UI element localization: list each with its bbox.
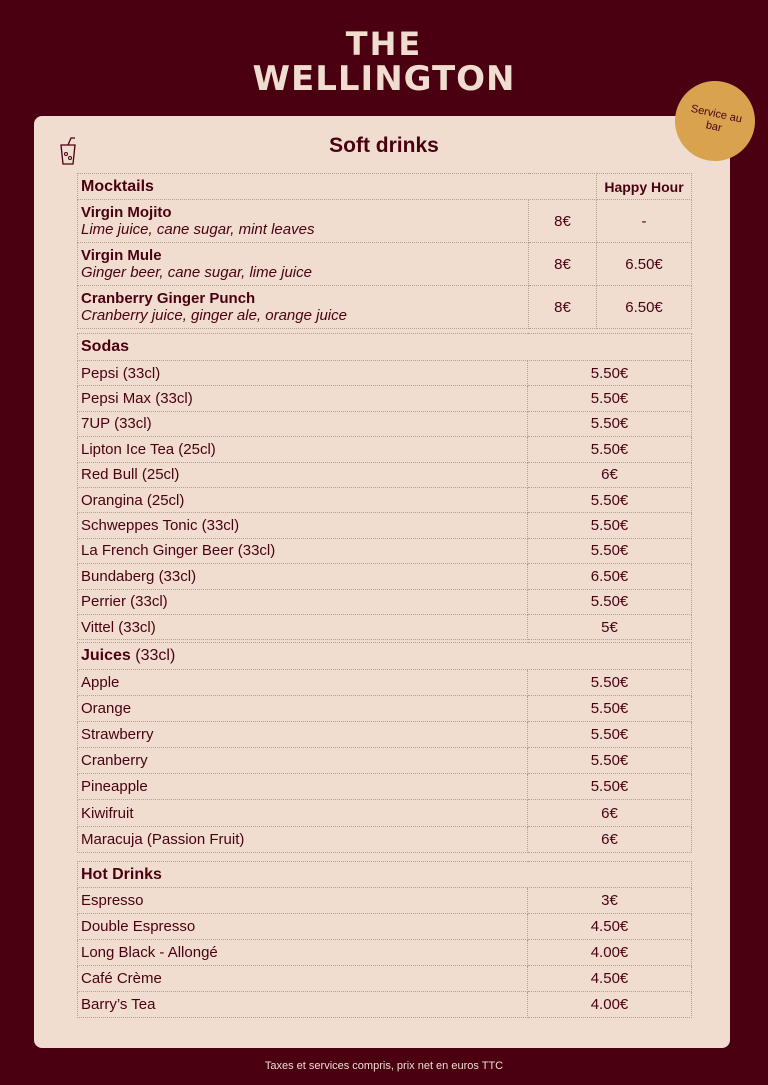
mocktail-price: 8€ (529, 243, 597, 286)
soda-name: 7UP (33cl) (78, 411, 528, 436)
hot-drink-price: 4.00€ (528, 992, 692, 1018)
hot-drinks-table (77, 861, 692, 1018)
soda-price: 5.50€ (528, 538, 692, 563)
soda-price: 5.50€ (528, 437, 692, 462)
soda-name: Orangina (25cl) (78, 487, 528, 512)
soda-row (78, 462, 692, 487)
hot-drink-row (78, 940, 692, 966)
mocktail-happy-hour-price: - (597, 200, 692, 243)
happy-hour-header: Happy Hour (597, 174, 692, 200)
soda-price: 5.50€ (528, 513, 692, 538)
juice-price: 5.50€ (528, 748, 692, 774)
soda-row (78, 513, 692, 538)
mocktail-description: Lime juice, cane sugar, mint leaves (81, 221, 315, 238)
juice-row (78, 722, 692, 748)
sodas-table (77, 333, 692, 640)
juice-price: 5.50€ (528, 774, 692, 800)
mocktail-happy-hour-price: 6.50€ (597, 286, 692, 329)
soda-row (78, 564, 692, 589)
juice-row (78, 800, 692, 826)
mocktail-name: Cranberry Ginger Punch (81, 290, 256, 307)
juice-name: Maracuja (Passion Fruit) (78, 826, 528, 852)
soda-name: Lipton Ice Tea (25cl) (78, 437, 528, 462)
mocktail-name: Virgin Mule (81, 247, 162, 264)
hot-drink-row (78, 966, 692, 992)
soda-price: 5.50€ (528, 386, 692, 411)
juice-name: Kiwifruit (78, 800, 528, 826)
hot-drink-name: Long Black - Allongé (78, 940, 528, 966)
juice-row (78, 696, 692, 722)
hot-drink-name: Café Crème (78, 966, 528, 992)
hot-drink-price: 4.50€ (528, 966, 692, 992)
soda-name: Schweppes Tonic (33cl) (78, 513, 528, 538)
juice-name: Strawberry (78, 722, 528, 748)
hot-drink-name: Espresso (78, 888, 528, 914)
soda-row (78, 614, 692, 639)
soda-name: La French Ginger Beer (33cl) (78, 538, 528, 563)
juice-name: Pineapple (78, 774, 528, 800)
hot-drink-price: 3€ (528, 888, 692, 914)
mocktails-table (77, 173, 692, 329)
mocktail-happy-hour-price: 6.50€ (597, 243, 692, 286)
mocktail-price: 8€ (529, 200, 597, 243)
soda-name: Pepsi Max (33cl) (78, 386, 528, 411)
sodas-header: Sodas (78, 334, 692, 361)
juice-price: 6€ (528, 826, 692, 852)
soda-row (78, 589, 692, 614)
mocktail-row (78, 286, 692, 329)
juice-price: 5.50€ (528, 722, 692, 748)
mocktail-row (78, 200, 692, 243)
juice-row (78, 748, 692, 774)
soda-price: 5€ (528, 614, 692, 639)
mocktail-row (78, 243, 692, 286)
hot-drink-name: Double Espresso (78, 914, 528, 940)
mocktail-name: Virgin Mojito (81, 204, 172, 221)
mocktail-price: 8€ (529, 286, 597, 329)
brand-line-2: WELLINGTON (252, 59, 516, 99)
hot-drink-row (78, 992, 692, 1018)
soda-price: 5.50€ (528, 589, 692, 614)
hot-drink-price: 4.50€ (528, 914, 692, 940)
soda-row (78, 437, 692, 462)
soda-name: Perrier (33cl) (78, 589, 528, 614)
soda-name: Red Bull (25cl) (78, 462, 528, 487)
juice-row (78, 826, 692, 852)
soda-price: 5.50€ (528, 487, 692, 512)
mocktail-cell (78, 243, 529, 286)
mocktails-header: Mocktails (78, 174, 597, 200)
soda-price: 5.50€ (528, 361, 692, 386)
soda-name: Pepsi (33cl) (78, 361, 528, 386)
soda-price: 6€ (528, 462, 692, 487)
mocktail-description: Cranberry juice, ginger ale, orange juice (81, 307, 347, 324)
hot-drink-name: Barry’s Tea (78, 992, 528, 1018)
hot-drink-row (78, 914, 692, 940)
mocktail-cell (78, 286, 529, 329)
brand-logo (0, 25, 768, 99)
hot-drink-row (78, 888, 692, 914)
juice-name: Orange (78, 696, 528, 722)
brand-line-1: THE (345, 25, 423, 63)
hot-drink-price: 4.00€ (528, 940, 692, 966)
juices-header (78, 643, 692, 670)
juice-row (78, 774, 692, 800)
soda-name: Bundaberg (33cl) (78, 564, 528, 589)
service-badge-label: Service au bar (689, 102, 744, 135)
juice-name: Cranberry (78, 748, 528, 774)
juice-name: Apple (78, 670, 528, 696)
soda-row (78, 361, 692, 386)
juices-table (77, 642, 692, 853)
juice-price: 5.50€ (528, 670, 692, 696)
page-title: Soft drinks (329, 134, 439, 157)
soda-row (78, 538, 692, 563)
soda-price: 6.50€ (528, 564, 692, 589)
soda-row (78, 487, 692, 512)
juice-price: 5.50€ (528, 696, 692, 722)
juice-price: 6€ (528, 800, 692, 826)
mocktail-description: Ginger beer, cane sugar, lime juice (81, 264, 312, 281)
juice-row (78, 670, 692, 696)
soda-price: 5.50€ (528, 411, 692, 436)
soda-row (78, 386, 692, 411)
footer-note: Taxes et services compris, prix net en euros TTC (264, 1060, 504, 1072)
mocktail-cell (78, 200, 529, 243)
soda-name: Vittel (33cl) (78, 614, 528, 639)
juices-volume-note: (33cl) (135, 647, 176, 664)
hot-drinks-header: Hot Drinks (78, 862, 692, 888)
soda-row (78, 411, 692, 436)
juices-title: Juices (81, 647, 131, 664)
